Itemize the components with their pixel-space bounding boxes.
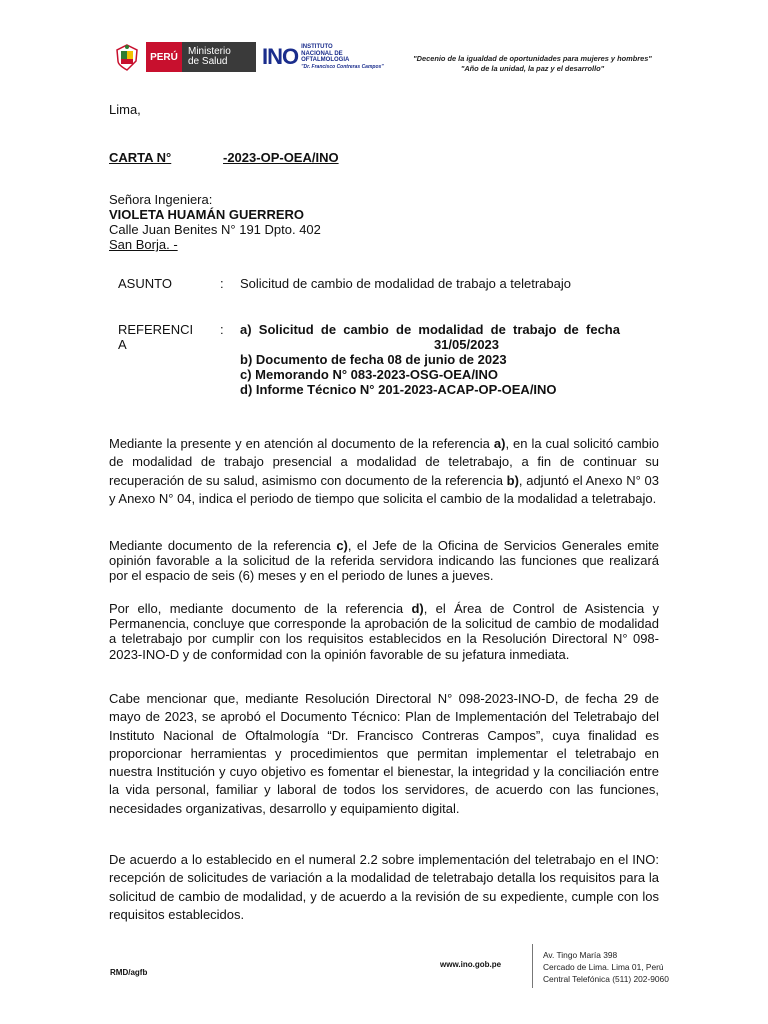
salutation: Señora Ingeniera: xyxy=(109,192,213,207)
p2-text-b: , el Jefe de la Oficina de Servicios Generales emite opinión favorable a la solicitud de la referida servidora indicando las funciones que realizará por el espacio de seis (6) meses y en el periodo de lunes a jueves. xyxy=(109,538,659,584)
ino-logo xyxy=(262,42,384,72)
footer-address-line2: Cercado de Lima. Lima 01, Perú xyxy=(543,962,664,972)
ref-c: c) Memorando N° 083-2023-OSG-OEA/INO xyxy=(240,367,499,382)
header-quotes xyxy=(395,54,670,74)
minsa-logo xyxy=(182,42,256,72)
footer-phone: Central Telefónica (511) 202-9060 xyxy=(543,974,669,984)
ref-a-line2: 31/05/2023 xyxy=(433,337,500,352)
referencia-label-2: A xyxy=(118,337,127,352)
footer-website: www.ino.gob.pe xyxy=(440,960,502,969)
asunto-colon: : xyxy=(220,276,224,291)
referencia-colon: : xyxy=(220,322,224,337)
asunto-label: ASUNTO xyxy=(118,276,172,291)
paragraph-3 xyxy=(109,601,659,662)
ino-mark: INO xyxy=(262,44,299,69)
carta-number-blank xyxy=(171,150,223,165)
header-quote-decenio: "Decenio de la igualdad de oportunidades para mujeres y hombres" xyxy=(413,54,652,63)
peru-label: PERÚ xyxy=(150,51,178,63)
reference-list xyxy=(240,322,653,397)
recipient-name: VIOLETA HUAMÁN GUERRERO xyxy=(109,207,304,222)
ino-tagline: "Dr. Francisco Contreras Campos" xyxy=(301,63,384,70)
ino-line3: OFTALMOLOGIA xyxy=(301,57,350,63)
carta-number: -2023-OP-OEA/INO xyxy=(223,150,339,165)
coat-of-arms-icon xyxy=(112,42,142,72)
asunto-text: Solicitud de cambio de modalidad de trabajo a teletrabajo xyxy=(240,276,571,291)
peru-logo xyxy=(146,42,182,72)
paragraph-1 xyxy=(109,435,659,508)
place-date: Lima, xyxy=(109,102,141,117)
recipient-address-line1: Calle Juan Benites N° 191 Dpto. 402 xyxy=(109,222,321,237)
p3-ref-d: d) xyxy=(411,601,424,616)
header-logos xyxy=(112,42,384,72)
ref-b: b) Documento de fecha 08 de junio de 2023 xyxy=(240,352,507,367)
footer-address xyxy=(543,949,669,985)
carta-label: CARTA N° xyxy=(109,150,172,165)
ref-a-line1: a) Solicitud de cambio de modalidad de trabajo de fecha xyxy=(240,322,620,337)
ino-line2: NACIONAL DE xyxy=(301,50,343,57)
ino-text xyxy=(301,44,384,70)
paragraph-2 xyxy=(109,538,659,584)
ino-line1: INSTITUTO xyxy=(301,44,333,50)
footer-divider xyxy=(532,944,533,988)
paragraph-5: De acuerdo a lo establecido en el numeral 2.2 sobre implementación del teletrabajo en el INO: recepción de solicitudes de variación a la modalidad de teletrabajo detalla los requisitos para la solicitud de cambio de modalidad, y de acuerdo a la revisión de su expediente, cumple con los requisitos establecidos. xyxy=(109,852,659,922)
footer-address-line1: Av. Tingo María 398 xyxy=(543,950,618,960)
p3-text-a: Por ello, mediante documento de la referencia xyxy=(109,601,412,616)
p1-text-b: , en la cual solicitó cambio de modalidad de trabajo presencial a modalidad de teletrabajo, a fin de continuar su recuperación de su salud, asimismo con documento de la referencia xyxy=(109,436,659,488)
p3-text-b: , el Área de Control de Asistencia y Permanencia, concluye que corresponde la aprobación de la solicitud de cambio de modalidad a teletrabajo por cumplir con los requisitos establecidos en la Resolución Directoral N° 098-2023-INO-D y de conformidad con la opinión favorable de su jefatura inmediata. xyxy=(109,601,659,662)
p2-text-a: Mediante documento de la referencia xyxy=(109,538,337,553)
p1-ref-a: a) xyxy=(493,436,506,451)
footer-initials: RMD/agfb xyxy=(110,968,148,977)
p1-text-a: Mediante la presente y en atención al documento de la referencia xyxy=(109,436,494,451)
p1-ref-b: b) xyxy=(506,472,519,488)
p1-text-c: , adjuntó el Anexo N° 03 y Anexo N° 04, indica el periodo de tiempo que solicita el cambio de la modalidad a teletrabajo. xyxy=(109,472,659,506)
header-quote-anio: "Año de la unidad, la paz y el desarrollo" xyxy=(460,64,605,73)
ref-d: d) Informe Técnico N° 201-2023-ACAP-OP-OEA/INO xyxy=(240,382,557,397)
p2-ref-c: c) xyxy=(336,538,348,553)
recipient-address-line2: San Borja. - xyxy=(109,237,178,252)
referencia-label-1: REFERENCI xyxy=(118,322,194,337)
minsa-line2: de Salud xyxy=(188,56,228,67)
paragraph-4: Cabe mencionar que, mediante Resolución Directoral N° 098-2023-INO-D, de fecha 29 de mayo de 2023, se aprobó el Documento Técnico: Plan de Implementación del Teletrabajo del Instituto Nacional de Oftalmología “Dr. Francisco Contreras Campos”, cuya finalidad es proporcionar herramientas y procedimientos que permitan implementar el teletrabajo en nuestra Institución y cuyo objetivo es fomentar el bienestar, la integridad y la conciliación entre la vida personal, familiar y laboral de todos los servidores, de acuerdo con las funciones, necesidades organizativas, desarrollo y equipamiento digital. xyxy=(109,691,659,816)
minsa-line1: Ministerio xyxy=(188,46,231,57)
